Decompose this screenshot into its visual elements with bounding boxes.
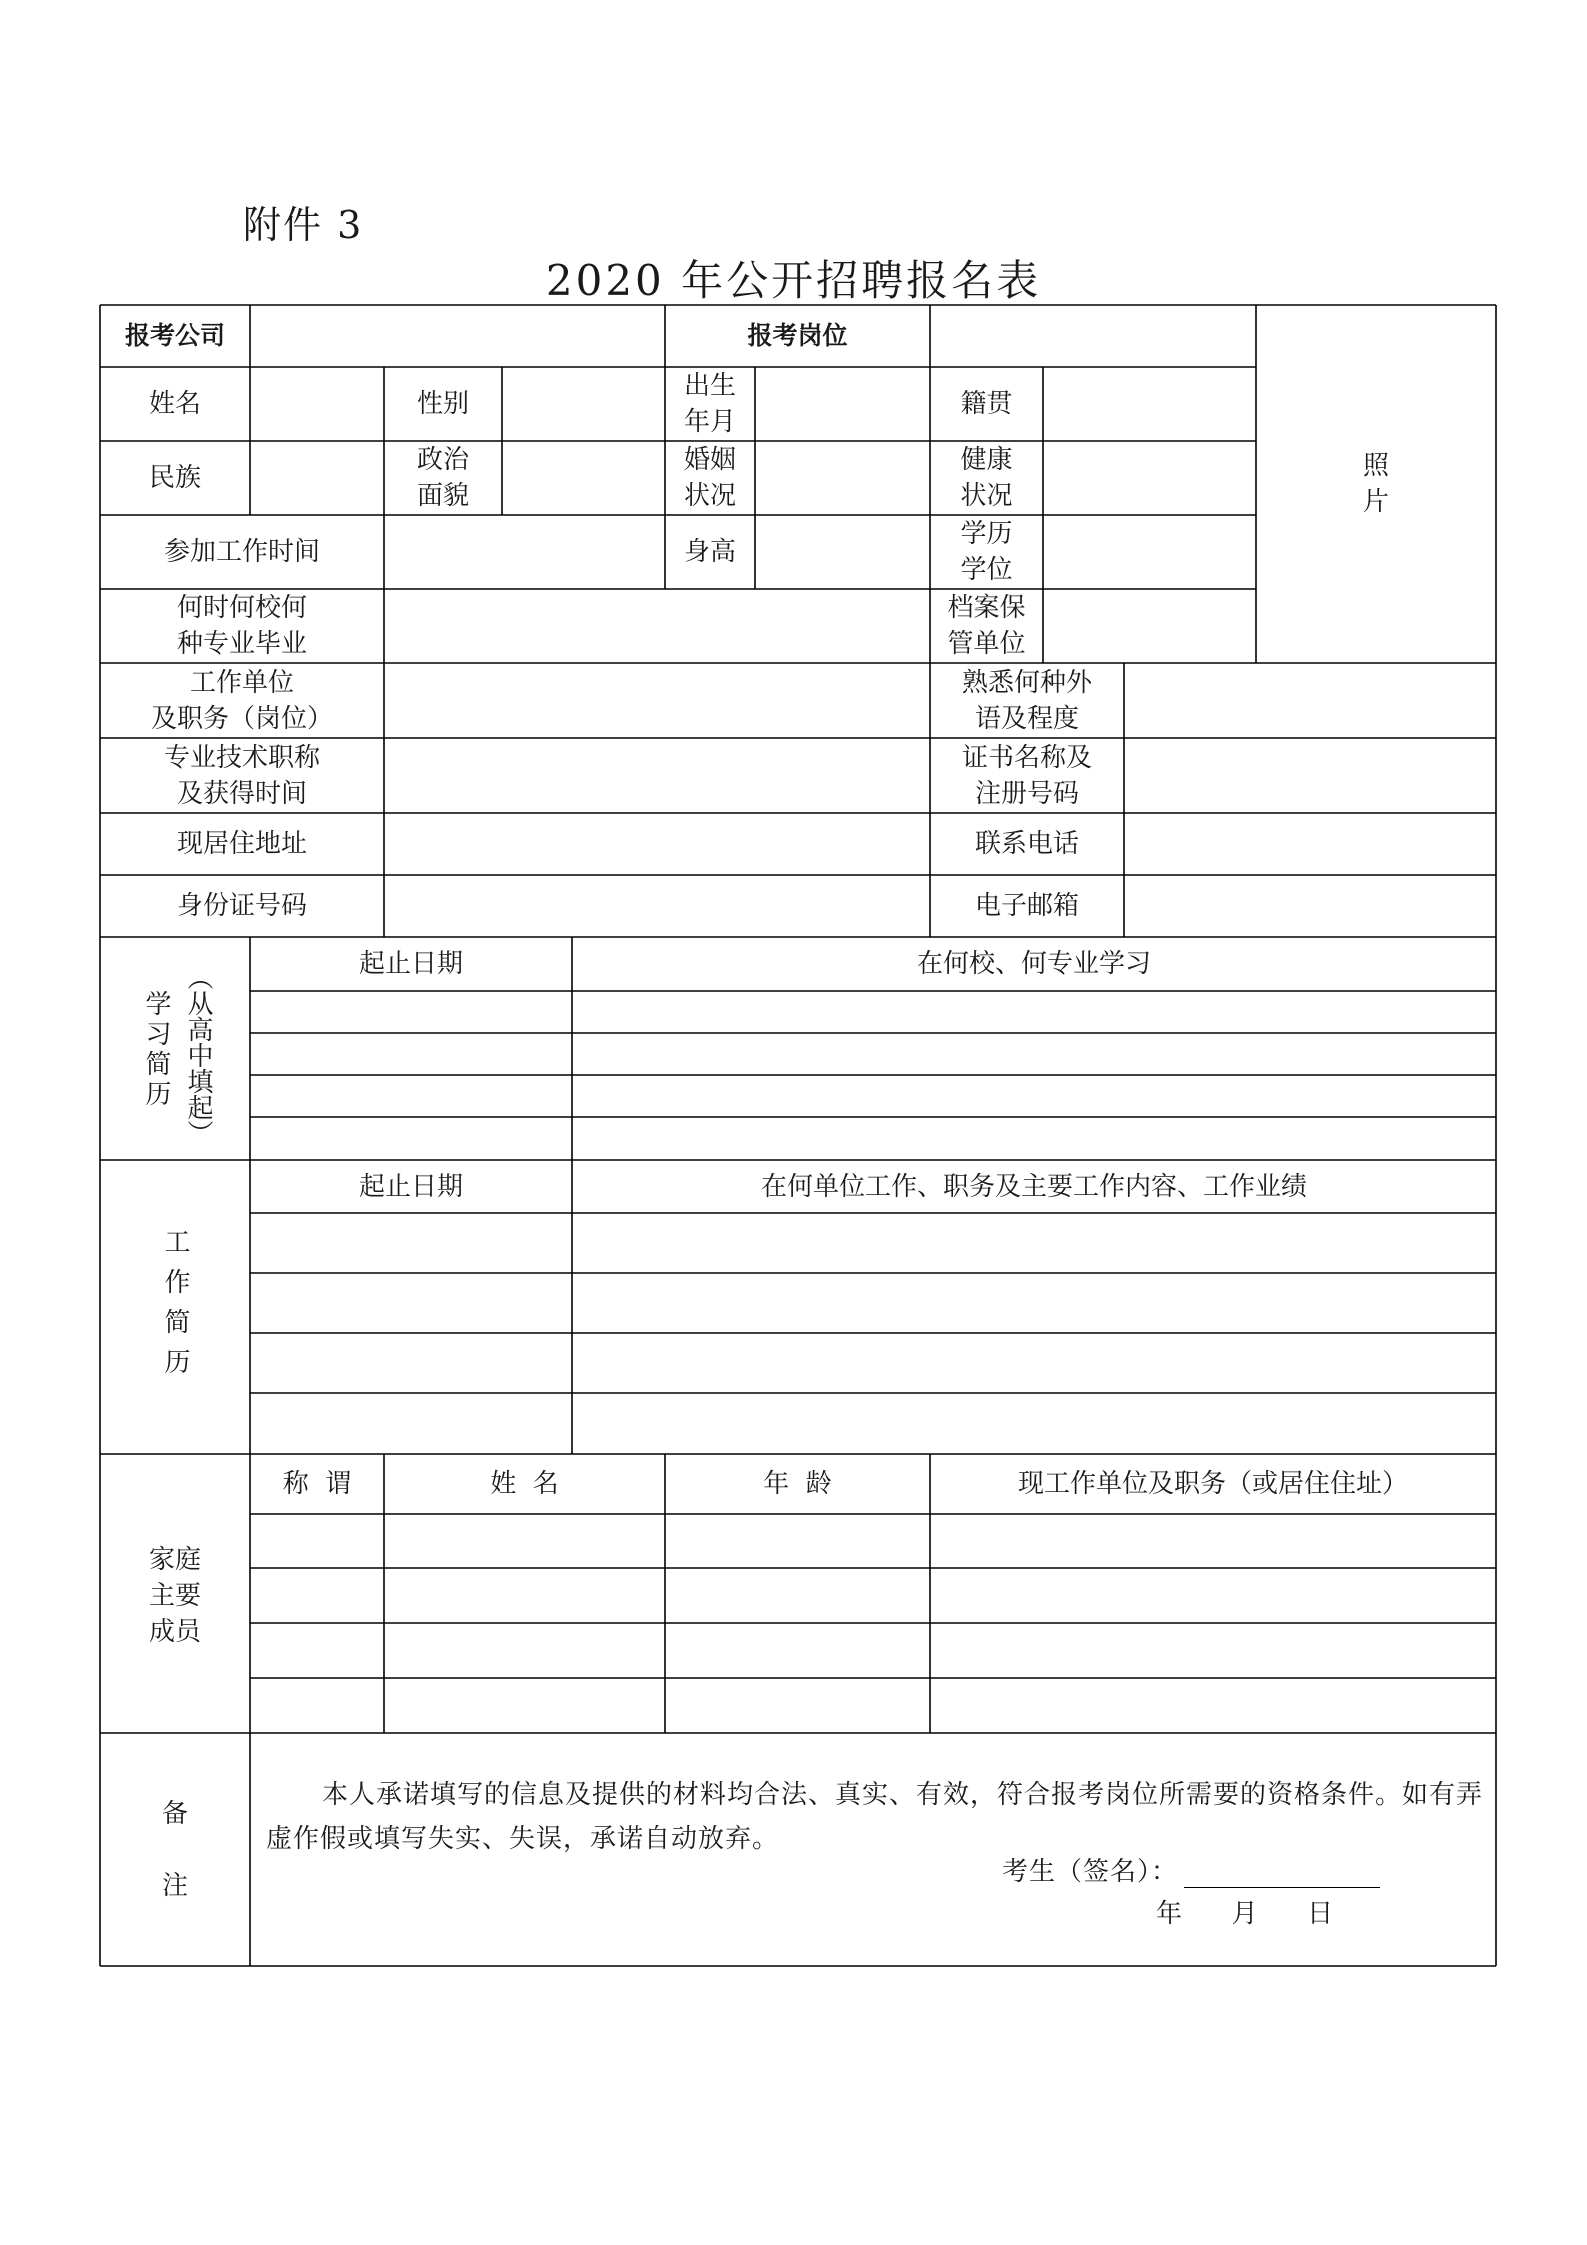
label-position: 报考岗位 (747, 321, 848, 350)
work-label: 工作简历 (160, 1228, 190, 1388)
form-title: 2020 年公开招聘报名表 (545, 256, 1042, 305)
work-col-detail: 在何单位工作、职务及主要工作内容、工作业绩 (760, 1171, 1307, 1202)
field-company[interactable] (250, 305, 665, 367)
label-name: 姓名 (148, 389, 201, 419)
label-height: 身高 (683, 537, 736, 567)
signature-line[interactable] (1002, 1851, 1380, 1888)
label-email: 电子邮箱 (974, 891, 1079, 921)
family-col-relation: 称 谓 (282, 1469, 352, 1499)
family-col-name: 姓 名 (490, 1469, 559, 1499)
label-health: 健康 状况 (960, 445, 1013, 511)
label-company: 报考公司 (124, 321, 225, 350)
label-political: 政治 面貌 (416, 445, 469, 511)
family-col-employer: 现工作单位及职务（或居住住址） (1017, 1469, 1408, 1499)
label-address: 现居住地址 (176, 829, 307, 859)
family-label: 家庭 主要 成员 (148, 1545, 201, 1647)
family-col-age: 年 龄 (763, 1469, 832, 1499)
label-archive: 档案保 管单位 (947, 593, 1026, 659)
work-col-dates: 起止日期 (358, 1171, 463, 1202)
label-certificate: 证书名称及 注册号码 (961, 742, 1092, 809)
label-native-place: 籍贯 (960, 389, 1013, 419)
study-col-dates: 起止日期 (358, 949, 463, 979)
remarks-label: 备 注 (161, 1798, 188, 1901)
pledge-text: 本人承诺填写的信息及提供的材料均合法、真实、有效，符合报考岗位所需要的资格条件。如有弄虚作假或填写失实、失误，承诺自动放弃。 (266, 1780, 1484, 1854)
label-id-number: 身份证号码 (176, 891, 307, 921)
label-marital: 婚姻 状况 (683, 445, 736, 511)
label-title-tech: 专业技术职称 及获得时间 (163, 742, 320, 809)
label-employer: 工作单位 及职务（岗位） (150, 667, 333, 734)
label-education: 学历 学位 (960, 519, 1013, 585)
field-position[interactable] (930, 305, 1256, 367)
signature-blank[interactable] (1184, 1861, 1380, 1888)
label-birth: 出生 年月 (683, 371, 736, 437)
study-label: 学习简历 (141, 990, 171, 1110)
study-note: （从高中填起） (183, 964, 213, 1146)
label-graduation: 何时何校何 种专业毕业 (176, 593, 307, 659)
label-language: 熟悉何种外 语及程度 (961, 667, 1092, 734)
photo-box[interactable]: 照 片 (1362, 451, 1389, 517)
label-gender: 性别 (416, 389, 469, 419)
label-ethnicity: 民族 (148, 463, 201, 493)
attachment-label: 附件 3 (243, 203, 364, 247)
label-work-start: 参加工作时间 (163, 537, 320, 567)
label-phone: 联系电话 (974, 829, 1079, 859)
study-col-detail: 在何校、何专业学习 (916, 949, 1151, 979)
signature-label: 考生（签名）： (1002, 1857, 1179, 1887)
sign-date: 年 月 日 (1156, 1899, 1334, 1929)
